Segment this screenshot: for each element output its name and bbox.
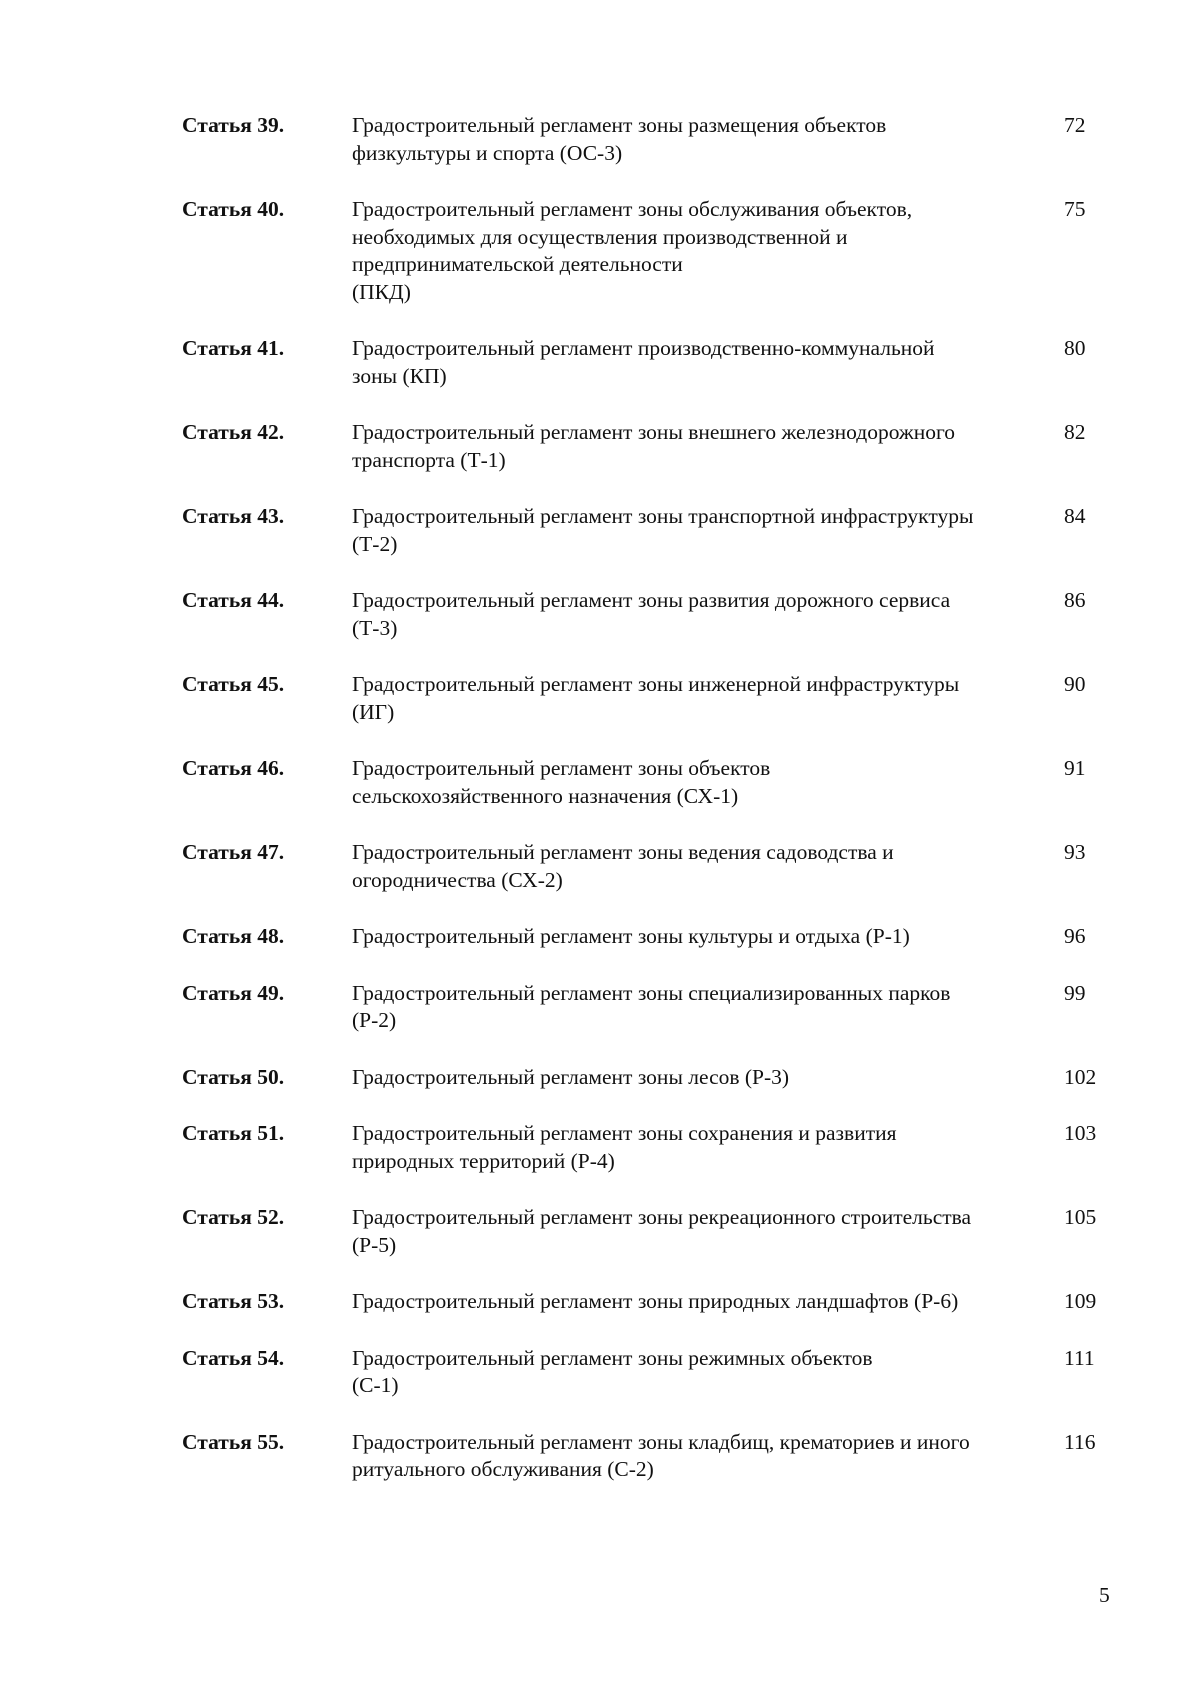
toc-entry-47[interactable]	[182, 839, 1122, 894]
article-title: Градостроительный регламент производственно-коммунальной зоны (КП)	[352, 336, 935, 388]
toc-entry-50[interactable]	[182, 1064, 1122, 1092]
article-title: Градостроительный регламент зоны внешнего железнодорожного транспорта (Т-1)	[352, 420, 956, 472]
article-title: Градостроительный регламент зоны развития дорожного сервиса (Т-3)	[352, 588, 951, 640]
toc-entry-45[interactable]	[182, 671, 1122, 726]
article-page: 102	[1064, 1064, 1097, 1089]
article-title: Градостроительный регламент зоны специализированных парков (Р-2)	[352, 980, 951, 1032]
toc-entry-55[interactable]	[182, 1429, 1122, 1484]
article-number: Статья 39.	[182, 113, 285, 137]
article-number: Статья 40.	[182, 197, 285, 221]
article-title: Градостроительный регламент зоны ведения садоводства и огородничества (СХ-2)	[352, 840, 894, 892]
article-page: 93	[1064, 840, 1086, 864]
article-page: 75	[1064, 197, 1086, 221]
article-title: Градостроительный регламент зоны транспортной инфраструктуры (Т-2)	[352, 504, 974, 556]
article-title: Градостроительный регламент зоны режимных объектов (С-1)	[352, 1345, 873, 1397]
article-number: Статья 41.	[182, 336, 285, 360]
toc-entry-46[interactable]	[182, 755, 1122, 810]
table-of-contents	[182, 112, 1122, 1513]
article-title: Градостроительный регламент зоны сохранения и развития природных территорий (Р-4)	[352, 1121, 897, 1173]
page-number: 5	[1099, 1583, 1110, 1607]
article-number: Статья 54.	[182, 1345, 285, 1370]
article-number: Статья 44.	[182, 588, 285, 612]
article-number: Статья 45.	[182, 672, 285, 696]
article-page: 82	[1064, 420, 1086, 444]
toc-entry-40[interactable]	[182, 196, 1122, 306]
article-number: Статья 51.	[182, 1121, 285, 1145]
article-page: 111	[1064, 1345, 1095, 1370]
article-title: Градостроительный регламент зоны инженерной инфраструктуры (ИГ)	[352, 672, 960, 724]
article-number: Статья 43.	[182, 504, 285, 528]
article-page: 99	[1064, 980, 1086, 1005]
article-number: Статья 55.	[182, 1429, 285, 1454]
toc-entry-44[interactable]	[182, 587, 1122, 642]
toc-entry-42[interactable]	[182, 419, 1122, 474]
article-number: Статья 53.	[182, 1289, 285, 1313]
article-page: 90	[1064, 672, 1086, 696]
article-number: Статья 48.	[182, 924, 285, 948]
article-number: Статья 42.	[182, 420, 285, 444]
article-number: Статья 46.	[182, 756, 285, 780]
article-page: 91	[1064, 756, 1086, 780]
article-title: Градостроительный регламент зоны объектов сельскохозяйственного назначения (СХ-1)	[352, 756, 771, 808]
article-number: Статья 52.	[182, 1205, 285, 1229]
article-title: Градостроительный регламент зоны обслуживания объектов, необходимых для осуществления производственной и предпринимательской деятельности (ПКД)	[352, 197, 913, 304]
toc-entry-39[interactable]	[182, 112, 1122, 167]
article-title: Градостроительный регламент зоны культуры и отдыха (Р-1)	[352, 924, 910, 948]
article-number: Статья 49.	[182, 980, 285, 1005]
article-number: Статья 50.	[182, 1064, 285, 1089]
toc-entry-48[interactable]	[182, 923, 1122, 951]
article-page: 96	[1064, 924, 1086, 948]
toc-entry-43[interactable]	[182, 503, 1122, 558]
article-title: Градостроительный регламент зоны размещения объектов физкультуры и спорта (ОС-3)	[352, 113, 887, 165]
article-page: 116	[1064, 1429, 1096, 1454]
article-page: 86	[1064, 588, 1086, 612]
toc-entry-51[interactable]	[182, 1120, 1122, 1175]
toc-entry-54[interactable]	[182, 1345, 1122, 1400]
article-title: Градостроительный регламент зоны лесов (Р-3)	[352, 1064, 790, 1089]
article-page: 105	[1064, 1205, 1097, 1229]
toc-entry-41[interactable]	[182, 335, 1122, 390]
toc-entry-52[interactable]	[182, 1204, 1122, 1259]
article-title: Градостроительный регламент зоны рекреационного строительства (Р-5)	[352, 1205, 972, 1257]
article-page: 109	[1064, 1289, 1097, 1313]
article-page: 84	[1064, 504, 1086, 528]
article-page: 103	[1064, 1121, 1097, 1145]
article-page: 80	[1064, 336, 1086, 360]
article-page: 72	[1064, 113, 1086, 137]
article-title: Градостроительный регламент зоны природных ландшафтов (Р-6)	[352, 1289, 959, 1313]
article-title: Градостроительный регламент зоны кладбищ, крематориев и иного ритуального обслуживания (С-2)	[352, 1429, 970, 1481]
toc-entry-49[interactable]	[182, 980, 1122, 1035]
toc-entry-53[interactable]	[182, 1288, 1122, 1316]
article-number: Статья 47.	[182, 840, 285, 864]
